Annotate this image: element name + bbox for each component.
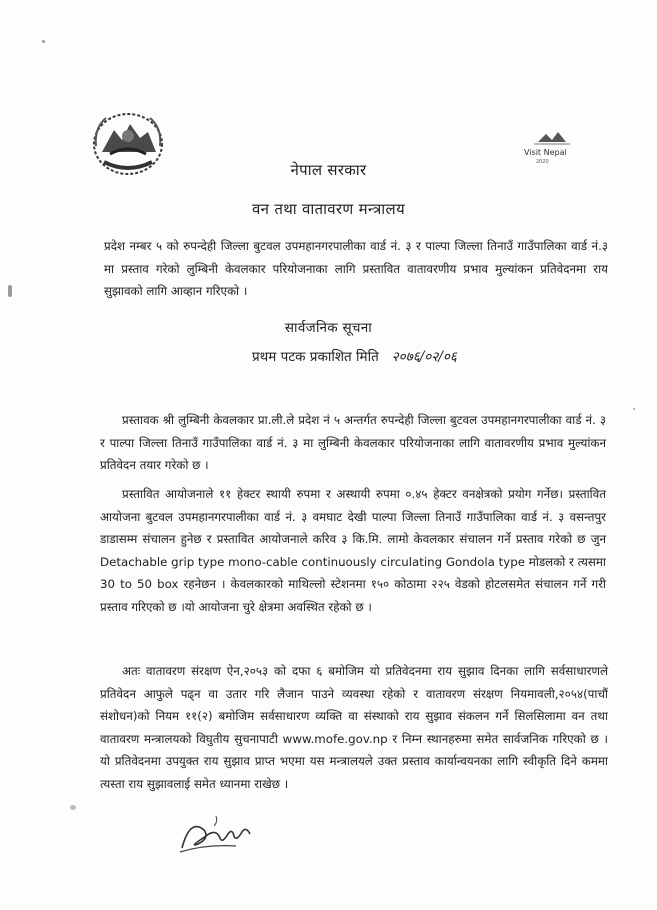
publish-date-line [252,347,457,365]
logo-sub: 2020 [536,159,549,165]
government-heading: नेपाल सरकार [290,161,367,179]
ministry-heading: वन तथा वातावरण मन्त्रालय [252,200,405,218]
notice-title: सार्वजनिक सूचना [284,320,373,336]
paragraph-request: अतः वातावरण संरक्षण ऐन,२०५३ को दफा ६ बमोजिम यो प्रतिवेदनमा राय सुझाव दिनका लागि सर्वसाधारणले प्रतिवेदन आफुले पढ्न वा उतार गरि लैजान पाउने व्यवस्था रहेको र वातावरण संरक्षण नियमावली,२०५४(पाचौं संशोधन)को नियम ११(२) बमोजिम सर्वसाधारण व्यक्ति वा संस्थाको राय सुझाव संकलन गर्ने सिलसिलामा वन तथा वातावरण मन्त्रालयको विघुतीय सुचनापाटी www.mofe.gov.np र निम्न स्थानहरुमा समेत सार्वजनिक गरिएको छ । यो प्रतिवेदनमा उपयुक्त राय सुझाव प्राप्त भएमा यस मन्त्रालयले उक्त प्रस्ताव कार्यान्वयनका लागि स्वीकृति दिने कममा त्यस्ता राय सुझावलाई समेत ध्यानमा राखेछ । [100,664,608,791]
scan-speck [8,285,12,297]
scan-speck [633,408,635,410]
scan-speck [42,40,45,43]
handwritten-signature-icon [176,808,266,858]
publish-label: प्रथम पटक प्रकाशित मिति [252,349,379,365]
intro-paragraph: प्रदेश नम्बर ५ को रुपन्देही जिल्ला बुटवल उपमहानगरपालीका वार्ड नं. ३ र पाल्पा जिल्ला तिनाउँ गाउँपालिका वार्ड नं.३ मा प्रस्ताव गरेको लुम्बिनी केवलकार परियोजनाका लागि प्रस्तावित वातावरणीय प्रभाव मुल्यांकन प्रतिवेदनमा राय सुझावको लागि आव्हान गरिएको । [104,239,608,298]
logo-text: Visit Nepal [524,148,567,157]
publish-date: २०७६/०२/०६ [391,349,457,365]
paragraph-project-details: प्रस्तावित आयोजनाले ११ हेक्टर स्थायी रुपमा र अस्थायी रुपमा ०.४५ हेक्टर वनक्षेत्रको प्रयोग गर्नेछ। प्रस्तावित आयोजना बुटवल उपमहानगरपालीका वार्ड नं. ३ वमघाट देखी पाल्पा जिल्ला तिनाउँ गाउँपालिका वार्ड नं. ३ वसन्तपुर डाडासम्म संचालन हुनेछ र प्रस्तावित आयोजनाले करिव ३ कि.मि. लामो केवलकार संचालन गर्ने प्रस्ताव गरेको छ जुन Detachable grip type mono-cable continuously circulating Gondola type मोडलको र त्यसमा 30 to 50 box रहनेछन । केवलकारको माथिल्लो स्टेशनमा १५० कोठामा २२५ वेडको होटलसमेत संचालन गर्ने गरी प्रस्ताव गरिएको छ ।यो आयोजना चुरे क्षेत्रमा अवस्थित रहेको छ । [100,487,606,614]
scan-speck [70,805,76,810]
paragraph-proponent: प्रस्तावक श्री लुम्बिनी केवलकार प्रा.ली.ले प्रदेश नं ५ अन्तर्गत रुपन्देही जिल्ला बुटवल उपमहानगरपालीका वार्ड नं. ३ र पाल्पा जिल्ला तिनाउँ गाउँपालिका वार्ड नं. ३ मा लुम्बिनी केवलकार परियोजनाका लागि वातावरणीय प्रभाव मुल्यांकन प्रतिवेदन तयार गरेको छ । [100,413,606,472]
